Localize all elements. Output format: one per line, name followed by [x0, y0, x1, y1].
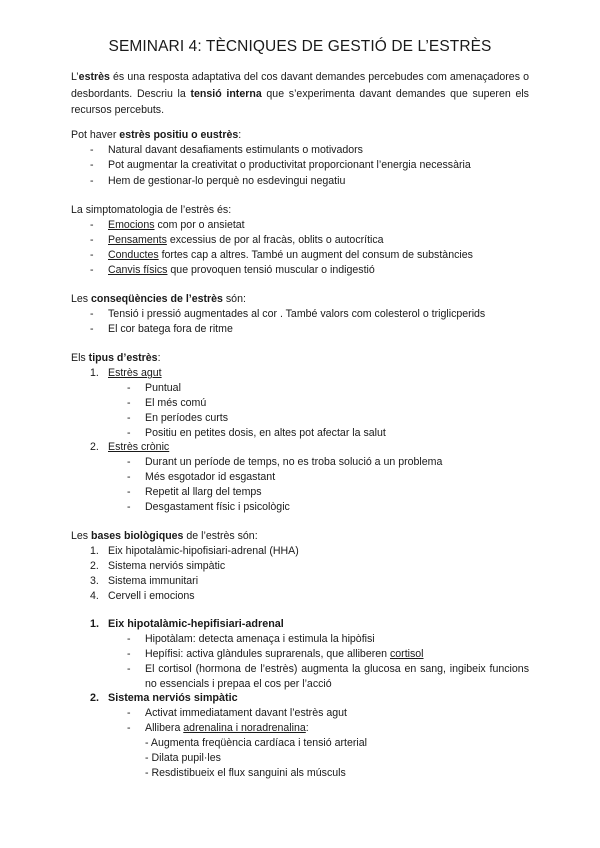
bullet-dash: -: [90, 249, 94, 261]
list-item: Durant un període de temps, no es troba solució a un problema: [145, 456, 443, 468]
list-item: [145, 647, 424, 662]
list-item: Cervell i emocions: [108, 590, 195, 602]
types-lead-bold: tipus d’estrès: [88, 352, 158, 364]
sub-item: - Resdistibueix el flux sanguini als músculs: [145, 767, 346, 779]
bullet-dash: -: [127, 722, 131, 734]
list-item: [108, 218, 245, 233]
intro-text-1: L’: [71, 71, 79, 83]
list-item: Sistema immunitari: [108, 575, 199, 587]
list-item: En períodes curts: [145, 412, 229, 424]
symptom-term: Pensaments: [108, 234, 167, 246]
item-text: Allibera: [145, 722, 184, 734]
bullet-dash: -: [127, 648, 131, 660]
bases-lead-post: de l’estrès són:: [183, 530, 258, 542]
list-number: 3.: [90, 575, 99, 587]
list-item: Positiu en petites dosis, en altes pot afectar la salut: [145, 427, 386, 439]
intro-bold-tensio: tensió interna: [190, 87, 262, 100]
list-item: [108, 263, 375, 278]
bullet-dash: -: [90, 264, 94, 276]
consequences-lead-pre: Les: [71, 293, 92, 305]
consequences-lead-bold: conseqüències de l’estrès: [91, 293, 223, 305]
list-item: [145, 721, 309, 736]
list-number: 1.: [90, 367, 99, 379]
bullet-dash: -: [127, 633, 131, 645]
list-item: Tensió i pressió augmentades al cor . També valors com colesterol o triglicperids: [108, 308, 486, 320]
list-item: Pot augmentar la creativitat o productivitat proporcionant l’energia necessària: [108, 159, 471, 171]
consequences-lead: [71, 292, 246, 307]
item-underlined: cortisol: [389, 648, 424, 660]
item-underlined: adrenalina i noradrenalina: [183, 722, 306, 734]
list-number: 2.: [90, 441, 99, 453]
symptom-term: Conductes: [108, 249, 159, 261]
bullet-dash: -: [127, 486, 131, 498]
bullet-dash: -: [90, 219, 94, 231]
section-heading-hha: Eix hipotalàmic-hepifisiari-adrenal: [108, 618, 284, 630]
symptom-rest: fortes cap a altres. També un augment del consum de substàncies: [158, 249, 473, 261]
list-item: [108, 248, 473, 263]
bullet-dash: -: [127, 471, 131, 483]
list-item: Hipotàlam: detecta amenaça i estimula la hipòfisi: [145, 633, 375, 645]
intro-paragraph: [71, 69, 529, 119]
list-number: 1.: [90, 545, 99, 557]
list-item: Puntual: [145, 382, 181, 394]
consequences-lead-post: són:: [222, 293, 246, 305]
symptom-rest: excessius de por al fracàs, oblits o autocrítica: [166, 234, 384, 246]
symptoms-lead: La simptomatologia de l’estrès és:: [71, 204, 232, 216]
bullet-dash: -: [127, 663, 131, 675]
item-text-post: :: [305, 722, 309, 734]
bases-lead: [71, 529, 258, 544]
bullet-dash: -: [127, 412, 131, 424]
types-lead: [71, 351, 161, 366]
type-label-agut: Estrès agut: [108, 367, 162, 379]
section-heading-snc: Sistema nerviós simpàtic: [108, 692, 238, 704]
symptom-rest: que provoquen tensió muscular o indigestió: [167, 264, 375, 276]
intro-text-3: que s’experimenta davant demandes que superen els recursos percebuts.: [71, 87, 529, 116]
symptom-term: Emocions: [108, 219, 155, 231]
symptom-term: Canvis físics: [108, 264, 168, 276]
list-item: El cor batega fora de ritme: [108, 323, 233, 335]
intro-text-2: és una resposta adaptativa del cos davant demandes percebudes com amenaçadores o desbordants. Descriu la: [71, 71, 529, 100]
bullet-dash: -: [127, 382, 131, 394]
list-item-paragraph: El cortisol (hormona de l’estrès) augmenta la glucosa en sang, ingibeix funcions no essencials i prepaa el cos per l’acció: [145, 663, 529, 690]
list-item: Repetit al llarg del temps: [145, 486, 262, 498]
bullet-dash: -: [127, 456, 131, 468]
list-item: Hem de gestionar-lo perquè no esdevingui negatiu: [108, 175, 346, 187]
bases-lead-bold: bases biològiques: [91, 530, 184, 542]
list-item: Desgastament físic i psicològic: [145, 501, 290, 513]
bullet-dash: -: [90, 234, 94, 246]
symptom-rest: com por o ansietat: [154, 219, 245, 231]
sub-item: - Dilata pupil·les: [145, 752, 221, 764]
bullet-dash: -: [90, 323, 94, 335]
intro-bold-estres: estrès: [78, 71, 110, 83]
list-number: 2.: [90, 560, 99, 572]
list-item: Més esgotador id esgastant: [145, 471, 276, 483]
list-item: Natural davant desafiaments estimulants o motivadors: [108, 144, 363, 156]
sub-item: - Augmenta freqüència cardíaca i tensió arterial: [145, 737, 368, 749]
bases-lead-pre: Les: [71, 530, 92, 542]
list-item: Sistema nerviós simpàtic: [108, 560, 226, 572]
eustres-lead-post: :: [238, 129, 242, 141]
list-item: El més comú: [145, 397, 207, 409]
eustres-lead-pre: Pot haver: [71, 129, 120, 141]
bullet-dash: -: [127, 501, 131, 513]
bullet-dash: -: [90, 308, 94, 320]
bullet-dash: -: [127, 397, 131, 409]
list-number: 4.: [90, 590, 99, 602]
list-item: Activat immediatament davant l’estrès agut: [145, 707, 347, 719]
types-lead-pre: Els: [71, 352, 89, 364]
bullet-dash: -: [90, 159, 94, 171]
page-title: SEMINARI 4: TÈCNIQUES DE GESTIÓ DE L’ESTRÈS: [108, 38, 492, 55]
type-label-cronic: Estrès crònic: [108, 441, 170, 453]
section-number: 1.: [90, 618, 100, 630]
bullet-dash: -: [127, 427, 131, 439]
list-item: Eix hipotalàmic-hipofisiari-adrenal (HHA): [108, 545, 299, 557]
eustres-lead: [71, 128, 241, 143]
section-number: 2.: [90, 692, 100, 704]
bullet-dash: -: [90, 175, 94, 187]
list-item: [108, 233, 384, 248]
types-lead-post: :: [157, 352, 161, 364]
item-text: Hepífisi: activa glàndules suprarenals, que alliberen: [145, 648, 390, 660]
eustres-lead-bold: estrès positiu o eustrès: [119, 129, 239, 141]
bullet-dash: -: [90, 144, 94, 156]
bullet-dash: -: [127, 707, 131, 719]
